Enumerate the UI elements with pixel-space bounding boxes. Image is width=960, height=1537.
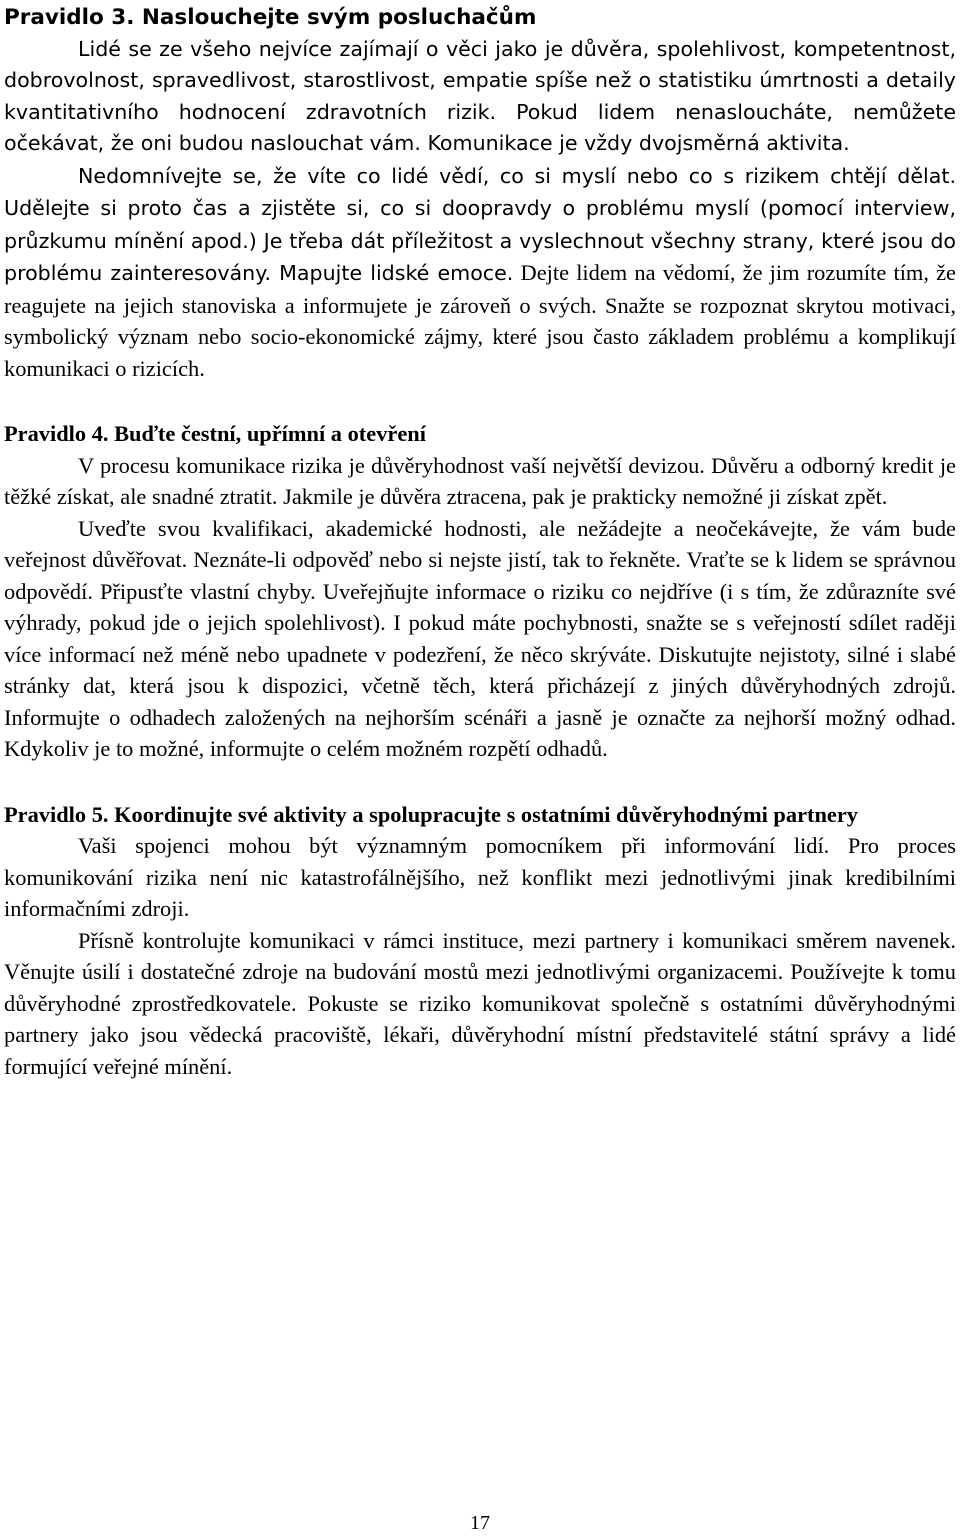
rule-title: Koordinujte své aktivity a spolupracujte s ostatními důvěryhodnými partnery bbox=[114, 801, 858, 827]
section-rule-5 bbox=[4, 799, 956, 1083]
document-page bbox=[4, 2, 956, 1082]
paragraph-part-serif: Dejte lidem na vědomí, že jim rozumíte tím, že reagujete na jejich stanoviska a informujete je zároveň o svých. Snažte se rozpoznat skrytou motivaci, symbolický význam nebo socio-ekonomické zájmy, které jsou často základem problému a komplikují komunikaci o rizicích. bbox=[4, 260, 956, 381]
rule-title: Buďte čestní, upřímní a otevření bbox=[114, 421, 426, 446]
paragraph: Lidé se ze všeho nejvíce zajímají o věci jako je důvěra, spolehlivost, kompetentnost, dobrovolnost, spravedlivost, starostlivost, empatie spíše než o statistiku úmrtnosti a detaily kvantitativního hodnocení zdravotních rizik. Pokud lidem nenasloucháte, nemůžete očekávat, že oni budou naslouchat vám. Komunikace je vždy dvojsměrná aktivita. bbox=[4, 36, 956, 155]
paragraph: Uveďte svou kvalifikaci, akademické hodnosti, ale nežádejte a neočekávejte, že vám bude veřejnost důvěřovat. Neznáte-li odpověď nebo si nejste jistí, tak to řekněte. Vraťte se k lidem se správnou odpovědí. Připusťte vlastní chyby. Uveřejňujte informace o riziku co nejdříve (i s tím, že zdůrazníte své výhrady, pokud jde o jejich spolehlivost). I pokud máte pochybnosti, snažte se s veřejností sdílet raději více informací než méně nebo upadnete v podezření, že něco skrýváte. Diskutujte nejistoty, silné i slabé stránky dat, která jsou k dispozici, včetně těch, která přicházejí z jiných důvěryhodných zdrojů. Informujte o odhadech založených na nejhorším scénáři a jasně je označte za nejhorší možný odhad. Kdykoliv je to možné, informujte o celém možném rozpětí odhadů. bbox=[4, 515, 956, 761]
paragraph: Vaši spojenci mohou být významným pomocníkem při informování lidí. Pro proces komunikování rizika není nic katastrofálnějšího, než konflikt mezi jednotlivými jinak kredibilními informačními zdroji. bbox=[4, 833, 956, 921]
rule-label: Pravidlo 5. bbox=[4, 801, 109, 827]
rule-title: Naslouchejte svým posluchačům bbox=[141, 5, 537, 30]
section-heading bbox=[4, 799, 956, 831]
paragraph bbox=[4, 160, 956, 385]
paragraph-part-sans: Nedomnívejte se, že víte co lidé vědí, co si myslí nebo co s rizikem chtějí dělat. Udělejte si proto čas a zjistěte si, co si doopravdy o problému myslí (pomocí interview, průzkumu mínění apod.) Je třeba dát příležitost a vyslechnout všechny strany, které jsou do problému zainteresovány. Mapujte lidské emoce. bbox=[4, 163, 956, 285]
paragraph: V procesu komunikace rizika je důvěryhodnost vaší největší devizou. Důvěru a odborný kredit je těžké získat, ale snadné ztratit. Jakmile je důvěra ztracena, pak je prakticky nemožné ji získat zpět. bbox=[4, 452, 956, 509]
section-heading bbox=[4, 2, 956, 34]
paragraph: Přísně kontrolujte komunikaci v rámci instituce, mezi partnery i komunikaci směrem navenek. Věnujte úsilí i dostatečné zdroje na budování mostů mezi jednotlivými organizacemi. Používejte k tomu důvěryhodné zprostředkovatele. Pokuste se riziko komunikovat společně s ostatními důvěryhodnými partnery jako jsou vědecká pracoviště, lékaři, důvěryhodní místní představitelé státní správy a lidé formující veřejné mínění. bbox=[4, 927, 956, 1079]
section-rule-3 bbox=[4, 2, 956, 384]
rule-label: Pravidlo 4. bbox=[4, 421, 109, 446]
page-number: 17 bbox=[470, 1512, 490, 1534]
section-rule-4 bbox=[4, 418, 956, 765]
section-heading bbox=[4, 418, 956, 450]
rule-label: Pravidlo 3. bbox=[4, 5, 135, 30]
